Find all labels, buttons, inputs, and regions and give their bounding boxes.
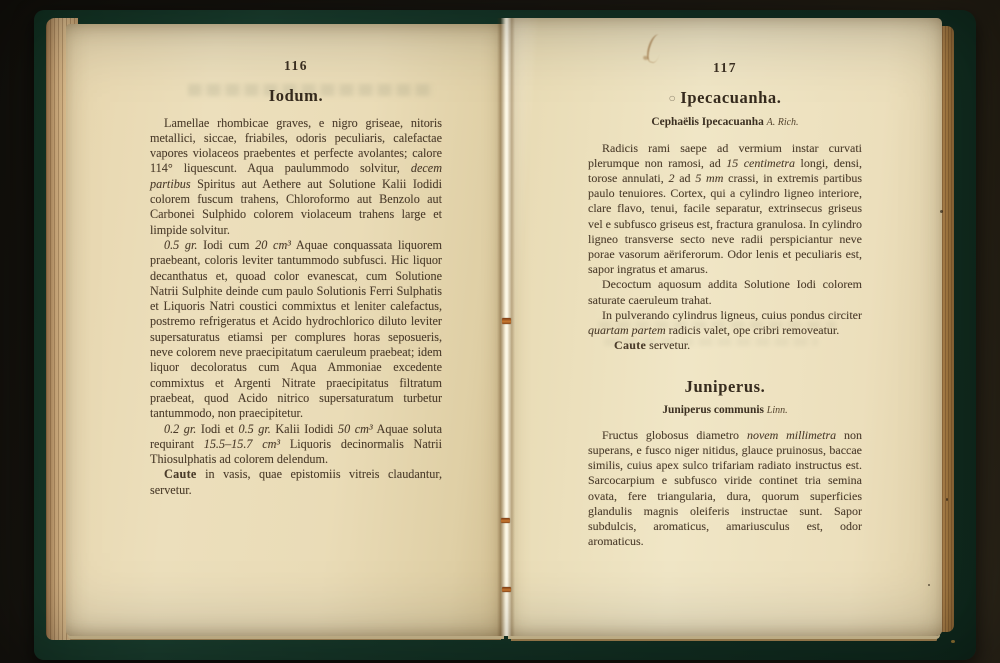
text-segment: decem partibus	[150, 161, 442, 191]
section-juniperus	[588, 379, 862, 549]
binding-stitch	[502, 318, 511, 324]
text-segment: Kalii Iodidi	[270, 421, 338, 436]
paragraph	[150, 467, 442, 498]
text-segment: 50 cm³	[338, 421, 373, 436]
section-title-iodum: Iodum.	[268, 86, 324, 106]
text-segment: radicis valet, ope cribri removeatur.	[665, 323, 840, 338]
paper-speck	[951, 640, 955, 643]
text-segment: Caute	[164, 467, 197, 482]
paragraph	[150, 422, 442, 468]
species-authority: A. Rich.	[766, 117, 799, 129]
left-page-text	[150, 58, 442, 498]
text-segment: 5 mm	[695, 171, 724, 186]
text-segment: 15 centimetra	[726, 155, 796, 170]
text-segment: non superans, e fusco niger nitidus, glauce pruinosus, baccae similis, cuius apex sulco trifariam radiato instructus est. Sarcocarpium e subfusco viride continet tria semina ovata, fere triangularia, dura, quorum superficies glandulis magnis oleiferis instructae sunt. Sapor subdulcis, aromaticus, amariusculus est, odor aromaticus.	[588, 427, 862, 549]
section-title-text: Ipecacuanha.	[680, 88, 782, 108]
paragraph	[588, 428, 862, 550]
text-segment: Liquoris decinormalis Natrii Thiosulphatis ad colorem delendum.	[150, 436, 442, 467]
paper-speck	[940, 210, 943, 213]
paragraph	[588, 338, 862, 353]
book-gutter	[497, 18, 515, 636]
paragraph	[588, 277, 862, 307]
paragraph	[588, 141, 862, 278]
species-subtitle	[588, 403, 862, 418]
text-segment: 0.2 gr.	[164, 421, 197, 436]
page-number-left: 116	[283, 58, 308, 73]
page-number-right: 117	[712, 60, 737, 75]
species-authority: Linn.	[766, 404, 788, 416]
text-segment: servetur.	[646, 338, 691, 353]
text-segment: Radicis rami saepe ad vermium instar curvati plerumque non ramosi, ad	[588, 140, 862, 170]
species-name: Cephaëlis Ipecacuanha	[651, 116, 764, 129]
section-title-ipecacuanha	[588, 90, 862, 107]
text-segment: 2	[668, 171, 675, 186]
text-segment: 15.5–15.7 cm³	[203, 436, 281, 451]
text-segment: 0.5 gr.	[238, 421, 271, 436]
section-title-juniperus: Juniperus.	[684, 377, 766, 397]
text-segment: ad	[674, 171, 696, 186]
section-ipecacuanha	[588, 90, 862, 353]
text-segment: crassi, in extremis partibus paulo tenuiores. Cortex, qui a cylindro ligneo interiore, clare flavo, tenui, facile separatur, extrinsecus griseus vel e subfusco griseus est, fractura granulosa. In cylindro ligneo transverse secto neve radii perspiciantur neve porae vasorum aëriferorum. Odor lenis et peculiaris est, sapor ingratus et amarus.	[588, 171, 863, 277]
paragraph	[588, 308, 862, 338]
text-segment: quartam partem	[588, 323, 666, 338]
paragraph	[150, 238, 442, 422]
text-segment: Decoctum aquosum addita Solutione Iodi colorem saturate caeruleum trahat.	[588, 277, 862, 307]
species-subtitle	[588, 115, 862, 130]
text-segment: 20 cm³	[255, 237, 291, 252]
text-segment: In pulverando cylindrus ligneus, cuius pondus circiter	[602, 307, 862, 322]
paper-speck	[928, 584, 930, 586]
paper-speck	[946, 498, 948, 501]
binding-stitch	[501, 518, 510, 523]
text-segment: Fructus globosus diametro	[602, 427, 747, 442]
text-segment: Iodi et	[196, 421, 239, 436]
paragraph	[150, 116, 442, 238]
section-marker-icon: ○	[668, 91, 677, 106]
text-segment: in vasis, quae epistomiis vitreis claudantur, servetur.	[150, 467, 442, 497]
text-segment: 0.5 gr.	[164, 237, 198, 252]
text-segment: Spiritus aut Aethere aut Solutione Kalii Iodidi colorem fuscum trahens, Chloroformo aut Benzolo aut Carbonei Sulphido colorem violaceum trahens large et limpide solvitur.	[150, 176, 442, 237]
text-segment: Aquae soluta requirant	[150, 421, 442, 451]
text-segment: Lamellae rhombicae graves, e nigro griseae, nitoris metallici, siccae, friabiles, odoris peculiaris, calefactae vapores violaceos praebentes et perfecte avolantes; calore 114° liquescunt. Aqua paulummodo solvitur,	[150, 115, 442, 176]
right-page-text	[588, 60, 862, 549]
text-segment: Iodi cum	[197, 237, 256, 252]
text-segment: Caute	[614, 338, 647, 353]
text-segment: longi, densi, torose annulati,	[588, 155, 862, 186]
species-name: Juniperus communis	[662, 403, 764, 416]
text-segment: Aquae conquassata liquorem praebeant, coloris leviter tantummodo subfusci. Hic liquor decanthatus et, quoad color evanescat, cum Solutione Natrii Sulphite deinde cum paulo Solutionis Ferri Sulphatis et Liquoris Natri coustici commixtus et leniter calefactus, postremo refrigeratus et Acido hydrochlorico diluto leviter supersaturatus etiamsi per complures horas seposueris, neve colorem neve praecipitatum caeruleum praebeat; idem liquor decoloratus cum Aqua Ammoniae excedente commixtus et Argenti Nitrate praecipitatus filtratum praebeat, quod Acido nitrico supersaturatum turbetur tantummodo, non praecipitetur.	[150, 237, 442, 421]
text-segment: novem millimetra	[746, 427, 837, 442]
binding-stitch	[502, 587, 511, 592]
